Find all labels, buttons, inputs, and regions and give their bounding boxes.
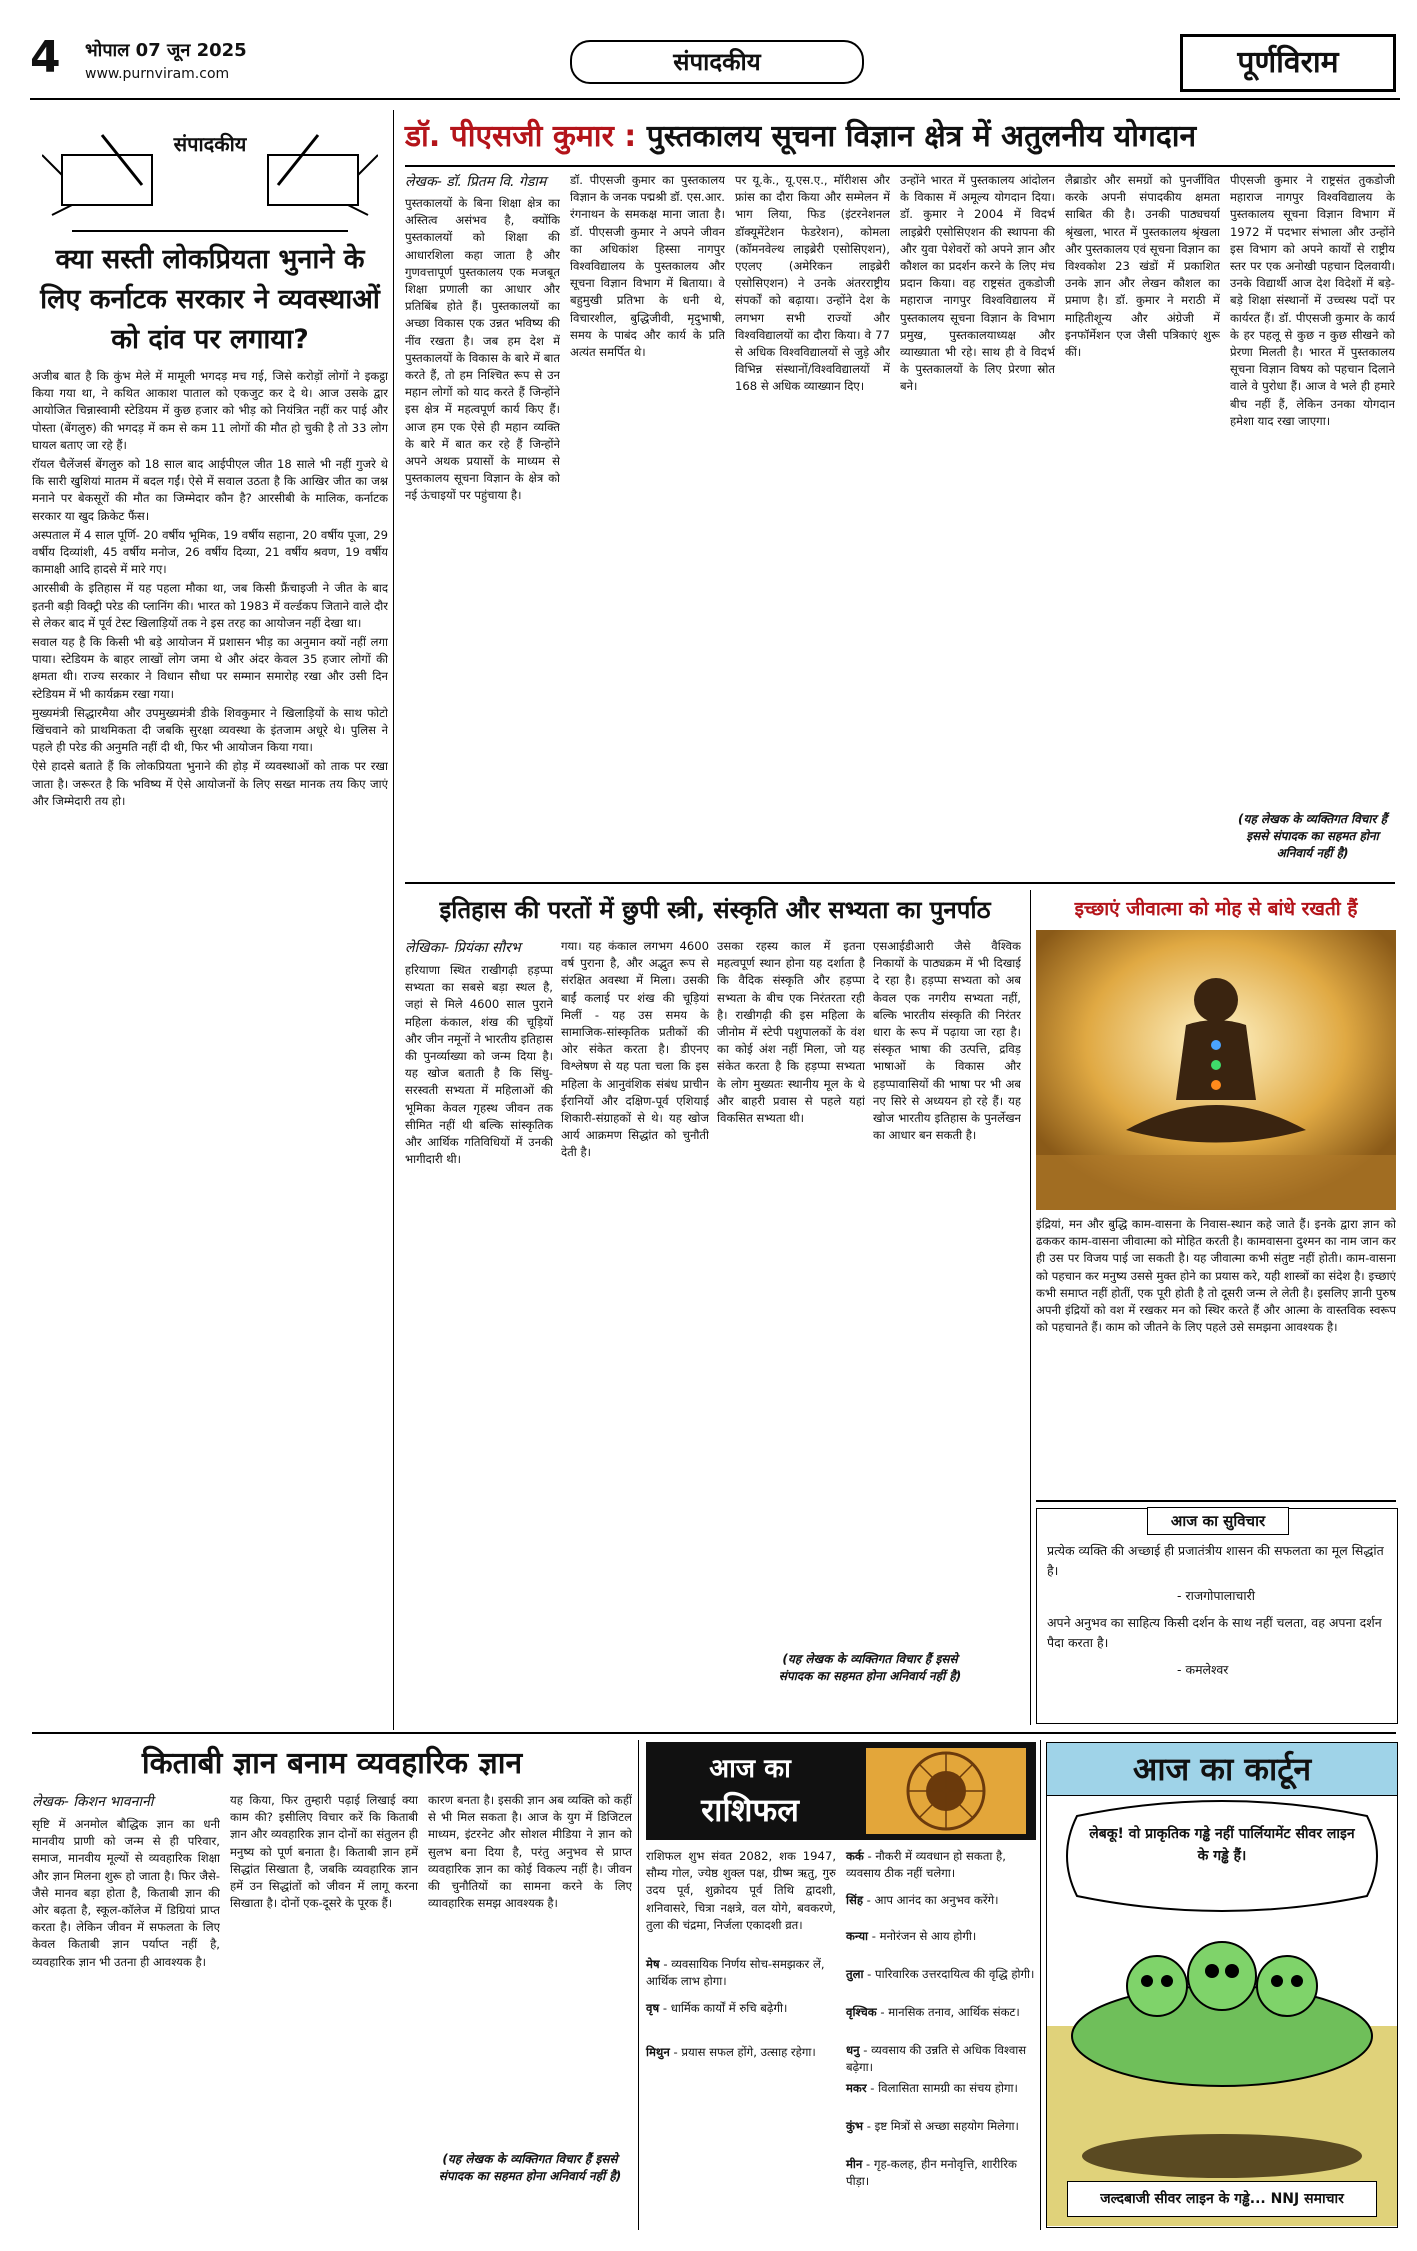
sign-name: सिंह <box>846 1893 863 1907</box>
history-article-col-4: एसआईडीआरी जैसे वैश्विक निकायों के पाठ्यक्रम में भी दिखाई दे रहा है। हड़प्पा सभ्यता को अब केवल एक नगरीय सभ्यता नहीं, बल्कि भारतीय संस्कृति की निरंतर धारा के रूप में पढ़ाया जा रहा है। संस्कृत भाषा की उत्पत्ति, द्रविड़ भाषाओं के विकास और हड़प्पावासियों की भाषा पर भी अब नए सिरे से अध्ययन हो रहे हैं। यह खोज भारतीय इतिहास के पुनर्लेखन का आधार बन सकती है। <box>873 939 1021 1143</box>
sign-text: आप आनंद का अनुभव करेंगे। <box>874 1893 999 1907</box>
horoscope-sign: मेष - व्यवसायिक निर्णय सोच-समझकर लें, आर्थिक लाभ होगा। <box>646 1957 825 1988</box>
editorial-logo-text: संपादकीय <box>173 132 247 156</box>
zodiac-wheel-icon <box>866 1748 1026 1834</box>
editorial-paragraph: सवाल यह है कि किसी भी बड़े आयोजन में प्रशासन भीड़ का अनुमान क्यों नहीं लगा पाया। स्टेडियम के बाहर लाखों लोग जमा थे और अंदर केवल 35 हजार लोगों की क्षमता थी। राज्य सरकार ने विधान सौधा पर सम्मान समारोह रखा और उसी दिन स्टेडियम में भी कार्यक्रम रखा गया। <box>32 635 388 701</box>
knowledge-article-col-1: सृष्टि में अनमोल बौद्धिक ज्ञान का धनी मानवीय प्राणी को जन्म से ही परिवार, समाज, मानवीय मूल्यों से व्यवहारिक शिक्षा और ज्ञान मिलना शुरू हो जाता है। फिर जैसे-जैसे मानव बड़ा होता है, किताबी ज्ञान की ओर बढ़ता है, स्कूल-कॉलेज में डिग्रियां प्राप्त करता है। लेकिन जीवन में सफलता के लिए केवल किताबी ज्ञान पर्याप्त नहीं है, व्यवहारिक ज्ञान भी उतना ही आवश्यक है। <box>32 1817 220 1969</box>
editorial-rule <box>72 230 348 232</box>
page-header <box>30 30 1400 100</box>
sign-text: मानसिक तनाव, आर्थिक संकट। <box>888 2005 1020 2019</box>
sign-text: प्रयास सफल होंगे, उत्साह रहेगा। <box>681 2045 816 2059</box>
main-article-title-name: डॉ. पीएसजी कुमार : <box>405 119 637 154</box>
horoscope-intro: राशिफल शुभ संवत 2082, शक 1947, सौम्य गोल, ज्येष्ठ शुक्ल पक्ष, ग्रीष्म ऋतु, गुरु उदय पूर्व, शुक्रोदय पूर्व तिथि द्वादशी, शनिवासरे, चित्रा नक्षत्रे, वल योगे, बवकरणे, तुला की चंद्रमा, निर्जला एकादशी व्रत। <box>646 1849 836 1932</box>
horoscope-sign: वृष - धार्मिक कार्यों में रुचि बढ़ेगी। <box>646 2001 788 2015</box>
history-article-col-2: गया। यह कंकाल लगभग 4600 वर्ष पुराना है, और अद्भुत रूप से संरक्षित अवस्था में मिला। उसकी बाईं कलाई पर शंख की चूड़ियां मिलीं - यह उस समय के सामाजिक-सांस्कृतिक प्रतीकों की ओर संकेत करता है। डीएनए विश्लेषण से यह पता चला कि इस महिला के आनुवंशिक संबंध प्राचीन ईरानियों और दक्षिण-पूर्व एशियाई शिकारी-संग्राहकों से थे। यह खोज आर्य आक्रमण सिद्धांत को चुनौती देती है। <box>561 939 709 1160</box>
horoscope-banner-line1: आज का <box>709 1754 791 1784</box>
horoscope-sign: मकर - विलासिता सामग्री का संचय होगा। <box>846 2081 1018 2095</box>
knowledge-article-col-3: कारण बनता है। इसकी ज्ञान अब व्यक्ति को कहीं से भी मिल सकता है। आज के युग में डिजिटल माध्यम, इंटरनेट और सोशल मीडिया ने ज्ञान को सुलभ बना दिया है, परंतु अनुभव से प्राप्त व्यवहारिक ज्ञान का कोई विकल्प नहीं है। जीवन की चुनौतियों का सामना करने के लिए व्यावहारिक समझ आवश्यक है। <box>428 1793 632 1911</box>
sign-text: विलासिता सामग्री का संचय होगा। <box>878 2081 1018 2095</box>
editorial-box <box>32 110 388 1730</box>
main-article-rule <box>405 165 1395 167</box>
editorial-paragraph: आरसीबी के इतिहास में यह पहला मौका था, जब किसी फ्रैंचाइजी ने जीत के बाद इतनी बड़ी विक्ट्री परेड की प्लानिंग की। भारत को 1983 में वर्ल्डकप जिताने वाले दौर से लेकर बाद में पूर्व टेस्ट खिलाड़ियों तक ने इस तरह का आयोजन नहीं देखा था। <box>32 581 388 630</box>
website-link[interactable]: www.purnviram.com <box>85 66 230 82</box>
meditation-image <box>1036 930 1396 1210</box>
editorial-paragraph: ऐसे हादसे बताते हैं कि लोकप्रियता भुनाने की होड़ में व्यवस्थाओं को ताक पर रखा जाता है। जरूरत है कि भविष्य में ऐसे आयोजनों के लिए सख्त मानक तय किए जाएं और जिम्मेदारी तय हो। <box>32 759 388 808</box>
cartoon-speech: लेबकू! वो प्राकृतिक गड्ढे नहीं पार्लियामेंट सीवर लाइन के गड्ढे हैं। <box>1089 1826 1355 1864</box>
editorial-paragraph: मुख्यमंत्री सिद्धारमैया और उपमुख्यमंत्री डीके शिवकुमार ने खिलाड़ियों के साथ फोटो खिंचवाने को प्राथमिकता दी जबकि सुरक्षा व्यवस्था के इंतजाम अधूरे थे। पुलिस ने पहले ही परेड की अनुमति नहीं दी थी, फिर भी आयोजन किया गया। <box>32 705 388 755</box>
editorial-paragraph: रॉयल चैलेंजर्स बेंगलुरु को 18 साल बाद आईपीएल जीत 18 साले भी नहीं गुजरे थे कि सारी खुशियां मातम में बदल गईं। ऐसे में सवाल उठता है कि आखिर जीत का जश्न मनाने पर बेकसूरों की मौत का जिम्मेदार कौन है? आरसीबी के मालिक, कर्नाटक सरकार या खुद क्रिकेट फैंस। <box>32 457 388 523</box>
thought-of-day-author-2: - कमलेश्वर <box>1177 1662 1229 1677</box>
thought-of-day-box <box>1036 1508 1398 1724</box>
knowledge-article-disclaimer: (यह लेखक के व्यक्तिगत विचार हैं इससे संपादक का सहमत होना अनिवार्य नहीं है) <box>438 2152 622 2183</box>
main-article-title <box>405 112 1395 162</box>
column-divider <box>638 1740 639 2230</box>
main-article-col-2: डॉ. पीएसजी कुमार का पुस्तकालय विज्ञान के जनक पद्मश्री डॉ. एस.आर. रंगनाथन के समकक्ष माना जाता है। डॉ. पीएसजी कुमार ने अपने जीवन का अधिकांश हिस्सा नागपुर विश्वविद्यालय के पुस्तकालय और सूचना विज्ञान विभाग में बिताया। वे बहुमुखी प्रतिभा के धनी थे, विचारशील, बुद्धिजीवी, मृदुभाषी, समय के पाबंद और कार्य के प्रति अत्यंत समर्पित थे। <box>570 173 725 360</box>
sign-name: मकर <box>846 2081 867 2095</box>
history-article-disclaimer: (यह लेखक के व्यक्तिगत विचार हैं इससे संपादक का सहमत होना अनिवार्य नहीं है) <box>778 1652 962 1683</box>
horoscope-sign: कुंभ - इष्ट मित्रों से अच्छा सहयोग मिलेगा। <box>846 2119 1019 2133</box>
editorial-body <box>32 368 388 1728</box>
sign-name: मेष <box>646 1957 660 1971</box>
horoscope-sign: धनु - व्यवसाय की उन्नति से अधिक विश्वास बढ़ेगा। <box>846 2043 1027 2074</box>
horoscope-sign: वृश्चिक - मानसिक तनाव, आर्थिक संकट। <box>846 2005 1020 2019</box>
cartoon-box <box>1046 1742 1398 2228</box>
history-article-col-1: हरियाणा स्थित राखीगढ़ी हड़प्पा सभ्यता का सबसे बड़ा स्थल है, जहां से मिले 4600 साल पुराने महिला कंकाल, शंख की चूड़ियों और जीन नमूनों ने भारतीय इतिहास की पुनर्व्याख्या को जन्म दिया है। यह खोज बताती है कि सिंधु-सरस्वती सभ्यता में महिलाओं की भूमिका केवल गृहस्थ जीवन तक सीमित नहीं थी बल्कि सांस्कृतिक और आर्थिक गतिविधियों में उनकी भागीदारी थी। <box>405 963 553 1167</box>
horoscope-sign: मिथुन - प्रयास सफल होंगे, उत्साह रहेगा। <box>646 2045 816 2059</box>
horoscope-banner <box>646 1742 1036 1840</box>
knowledge-article-byline: लेखक- किशन भावनानी <box>32 1794 154 1810</box>
sign-name: कन्या <box>846 1929 869 1943</box>
sign-text: व्यवसायिक निर्णय सोच-समझकर लें, आर्थिक लाभ होगा। <box>646 1957 825 1988</box>
column-divider <box>1040 1740 1041 2230</box>
dateline: भोपाल 07 जून 2025 <box>85 40 247 61</box>
editorial-paragraph: अजीब बात है कि कुंभ मेले में मामूली भगदड़ मच गई, जिसे करोड़ों लोगों ने इकट्ठा किया गया था, ने कथित आकाश पाताल को एकजुट कर दे थे। आज उसके द्वार आयोजित चिन्नास्वामी स्टेडियम में कुछ हजार को भीड़ को नियंत्रित नहीं कर पाई और पोस्ता (बेंगलुरु) की भगदड़ में कम से कम 11 लोगों की मौत हो चुकी है तो 33 लोग घायल बताए जा रहे हैं। <box>32 369 388 452</box>
main-article-col-4: उन्होंने भारत में पुस्तकालय आंदोलन के विकास में अमूल्य योगदान दिया। डॉ. कुमार ने 2004 में विदर्भ लाइब्रेरी एसोसिएशन की स्थापना की और युवा पेशेवरों को अपने ज्ञान और कौशल का प्रदर्शन करने के लिए मंच प्रदान किया। वह राष्ट्रसंत तुकडोजी महाराज नागपुर विश्वविद्यालय में पुस्तकालय सूचना विज्ञान के विभाग प्रमुख, पुस्तकालयाध्यक्ष और व्याख्याता भी रहे। साथ ही वे विदर्भ के पुस्तकालयों के लिए प्रेरणा स्रोत बने। <box>900 173 1055 394</box>
editorial-paragraph: अस्पताल में 4 साल पूर्णि- 20 वर्षीय भूमिक, 19 वर्षीय सहाना, 20 वर्षीय पूजा, 29 वर्षीय दिव्यांशी, 45 वर्षीय मनोज, 26 वर्षीय दिव्या, 21 वर्षीय श्रवण, 19 वर्षीय कामाक्षी आदि हादसे में मारे गए। <box>32 527 388 577</box>
thought-of-day-text-2: अपने अनुभव का साहित्य किसी दर्शन के साथ नहीं चलता, वह अपना दर्शन पैदा करता है। <box>1047 1615 1382 1650</box>
main-article-col-1: पुस्तकालयों के बिना शिक्षा क्षेत्र का अस्तित्व असंभव है, क्योंकि पुस्तकालयों को शिक्षा की आधारशिला कहा जाता है और गुणवत्तापूर्ण पुस्तकालय एक मजबूत शिक्षा प्रणाली का आधार और प्रतिबिंब होते हैं। पुस्तकालयों का अच्छा विकास एक उन्नत भविष्य की नींव रखता है। जब हम देश में पुस्तकालयों के विकास के बारे में बात करते हैं, तो हम निश्चित रूप से उन महान लोगों को याद करते हैं जिन्होंने इस क्षेत्र में महत्वपूर्ण कार्य किए हैं। आज हम एक ऐसे ही महान व्यक्ति के बारे में बात कर रहे हैं जिन्होंने अपने अथक प्रयासों के माध्यम से पुस्तकालय सूचना विज्ञान के क्षेत्र को नई ऊंचाइयों पर पहुंचाया है। <box>405 196 560 503</box>
history-article-byline: लेखिका- प्रियंका सौरभ <box>405 940 521 956</box>
section-label: संपादकीय <box>570 40 864 84</box>
column-divider <box>393 110 394 1730</box>
history-article-col-3: उसका रहस्य काल में इतना महत्वपूर्ण स्थान होना यह दर्शाता है कि वैदिक संस्कृति और हड़प्पा सभ्यता के बीच एक निरंतरता रही है। राखीगढ़ी की इस महिला के जीनोम में स्टेपी पशुपालकों के वंश का कोई अंश नहीं मिला, जो यह संकेत करता है कि हड़प्पा सभ्यता के लोग मुख्यतः स्थानीय मूल के थे और बाहरी प्रवास से पहले यहां विकसित सभ्यता थी। <box>717 939 865 1126</box>
horoscope-sign: सिंह - आप आनंद का अनुभव करेंगे। <box>846 1893 999 1907</box>
sign-name: कुंभ <box>846 2119 864 2133</box>
sign-text: मनोरंजन से आय होगी। <box>879 1929 977 1943</box>
main-article-disclaimer: (यह लेखक के व्यक्तिगत विचार हैं इससे संपादक का सहमत होना अनिवार्य नहीं है) <box>1238 812 1387 860</box>
horoscope-sign: मीन - गृह-कलह, हीन मनोवृत्ति, शारीरिक पीड़ा। <box>846 2157 1017 2188</box>
section-rule <box>405 882 1395 884</box>
main-article-col-6: पीएसजी कुमार ने राष्ट्रसंत तुकडोजी महाराज नागपुर विश्वविद्यालय के पुस्तकालय सूचना विज्ञान विभाग में 1972 में पदभार संभाला और उन्होंने इस विभाग को अपने कार्यों से राष्ट्रीय स्तर पर एक अनोखी पहचान दिलवायी। उनके विद्यार्थी आज देश विदेशों में बड़े-बड़े शिक्षा संस्थानों में उच्चस्थ पदों पर कार्यरत हैं। डॉ. पीएसजी कुमार के कार्य के हर पहलू से कुछ न कुछ सीखने को प्रेरणा मिलती है। भारत में पुस्तकालय सूचना विज्ञान विषय को पहचान दिलाने वाले वे पुरोधा हैं। आज वे भले ही हमारे बीच नहीं हैं, लेकिन उनका योगदान हमेशा याद रखा जाएगा। <box>1230 173 1395 428</box>
sign-name: कर्क <box>846 1849 864 1863</box>
main-article-byline: लेखक- डॉ. प्रितम वि. गेडाम <box>405 174 547 190</box>
thought-of-day-text: प्रत्येक व्यक्ति की अच्छाई ही प्रजातंत्रीय शासन की सफलता का मूल सिद्धांत है। <box>1047 1543 1384 1578</box>
horoscope-banner-line2: राशिफल <box>701 1791 799 1829</box>
thought-of-day-author: - राजगोपालाचारी <box>1177 1588 1255 1603</box>
sign-name: धनु <box>846 2043 860 2057</box>
editorial-title: क्या सस्ती लोकप्रियता भुनाने के लिए कर्नाटक सरकार ने व्यवस्थाओं को दांव पर लगाया? <box>40 244 380 355</box>
sign-name: वृश्चिक <box>846 2005 877 2019</box>
sign-name: मिथुन <box>646 2045 670 2059</box>
page-number: 4 <box>30 32 61 83</box>
sign-name: वृष <box>646 2001 660 2015</box>
sign-name: तुला <box>846 1967 864 1981</box>
sign-text: गृह-कलह, हीन मनोवृत्ति, शारीरिक पीड़ा। <box>846 2157 1017 2188</box>
knowledge-article-col-2: यह किया, फिर तुम्हारी पढ़ाई लिखाई क्या काम की? इसीलिए विचार करें कि किताबी ज्ञान और व्यवहारिक ज्ञान दोनों का संतुलन ही मनुष्य को पूर्ण बनाता है। किताबी ज्ञान हमें सिद्धांत सिखाता है, जबकि व्यवहारिक ज्ञान हमें उन सिद्धांतों को जीवन में लागू करना सिखाता है। दोनों एक-दूसरे के पूरक हैं। <box>230 1793 418 1911</box>
history-article-title: इतिहास की परतों में छुपी स्त्री, संस्कृति और सभ्यता का पुनर्पाठ <box>439 896 991 924</box>
masthead-logo: पूर्णविराम <box>1180 34 1396 92</box>
horoscope-sign: कन्या - मनोरंजन से आय होगी। <box>846 1929 977 1943</box>
knowledge-article-title: किताबी ज्ञान बनाम व्यवहारिक ज्ञान <box>141 1746 523 1781</box>
cartoon-caption: जल्दबाजी सीवर लाइन के गड्ढे... NNJ समाचार <box>1067 2181 1377 2217</box>
cartoon-title: आज का कार्टून <box>1047 1743 1397 1796</box>
spiritual-article-title: इच्छाएं जीवात्मा को मोह से बांधे रखती हैं <box>1074 898 1358 920</box>
main-article-col-5: लैब्राडोर और समग्रों को पुनर्जीवित करके अपनी संपादकीय क्षमता साबित की है। उनकी पाठ्यचर्या श्रृंखला, भारत में पुस्तकालय श्रृंखला और पुस्तकालय एवं सूचना विज्ञान का विश्वकोश 23 खंडों में प्रकाशित उनके ज्ञान और लेखन कौशल का प्रमाण है। डॉ. कुमार ने मराठी में माहितीशून्य और अंग्रेजी में इनफॉर्मेशन एज जैसी पत्रिकाएं शुरू कीं। <box>1065 173 1220 360</box>
column-divider <box>1030 890 1031 1725</box>
horoscope-sign: तुला - पारिवारिक उत्तरदायित्व की वृद्धि होगी। <box>846 1967 1035 1981</box>
sign-text: धार्मिक कार्यों में रुचि बढ़ेगी। <box>670 2001 788 2015</box>
sign-name: मीन <box>846 2157 863 2171</box>
main-article-title-rest: पुस्तकालय सूचना विज्ञान क्षेत्र में अतुलनीय योगदान <box>646 119 1197 154</box>
spiritual-article-body: इंद्रियां, मन और बुद्धि काम-वासना के निवास-स्थान कहे जाते हैं। इनके द्वारा ज्ञान को ढककर काम-वासना जीवात्मा को मोहित करती है। कामवासना दुश्मन का नाम जान कर ही उस पर विजय पाई जा सकती है। यह जीवात्मा कभी संतुष्ट नहीं होती। काम-वासना को पहचान कर मनुष्य उससे मुक्त होने का प्रयास करे, यही शास्त्रों का संदेश है। इच्छाएं कभी समाप्त नहीं होतीं, एक पूरी होती है तो दूसरी जन्म ले लेती है। इसलिए ज्ञानी पुरुष अपनी इंद्रियों को वश में रखकर मन को स्थिर करते हैं और आत्मा के वास्तविक स्वरूप को पहचानते हैं। काम को जीतने के लिए पहले उसे समझना आवश्यक है। <box>1036 1217 1396 1335</box>
horoscope-sign: कर्क - नौकरी में व्यवधान हो सकता है, व्यवसाय ठीक नहीं चलेगा। <box>846 1849 1006 1880</box>
sign-text: व्यवसाय की उन्नति से अधिक विश्वास बढ़ेगा। <box>846 2043 1027 2074</box>
sign-text: नौकरी में व्यवधान हो सकता है, व्यवसाय ठीक नहीं चलेगा। <box>846 1849 1006 1880</box>
sign-text: पारिवारिक उत्तरदायित्व की वृद्धि होगी। <box>875 1967 1035 1981</box>
section-rule <box>32 1732 1396 1734</box>
main-article-col-3: पर यू.के., यू.एस.ए., मॉरीशस और फ्रांस का दौरा किया और सम्मेलन में भाग लिया, फिड (इंटरनेशनल डॉक्यूमेंटेशन फेडरेशन), कोमला (कॉमनवेल्थ लाइब्रेरी एसोसिएशन), एएलए (अमेरिकन लाइब्रेरी एसोसिएशन) ने उनके अंतरराष्ट्रीय संपर्कों को बढ़ाया। उन्होंने देश के लगभग सभी राज्यों और विश्वविद्यालयों का दौरा किया। वे 77 से अधिक विश्वविद्यालयों से जुड़े और विभिन्न संस्थानों/विश्वविद्यालयों में 168 से अधिक व्याख्यान दिए। <box>735 173 890 394</box>
section-rule <box>1036 1500 1396 1502</box>
thought-of-day-title: आज का सुविचार <box>1147 1507 1289 1535</box>
sign-text: इष्ट मित्रों से अच्छा सहयोग मिलेगा। <box>874 2119 1019 2133</box>
